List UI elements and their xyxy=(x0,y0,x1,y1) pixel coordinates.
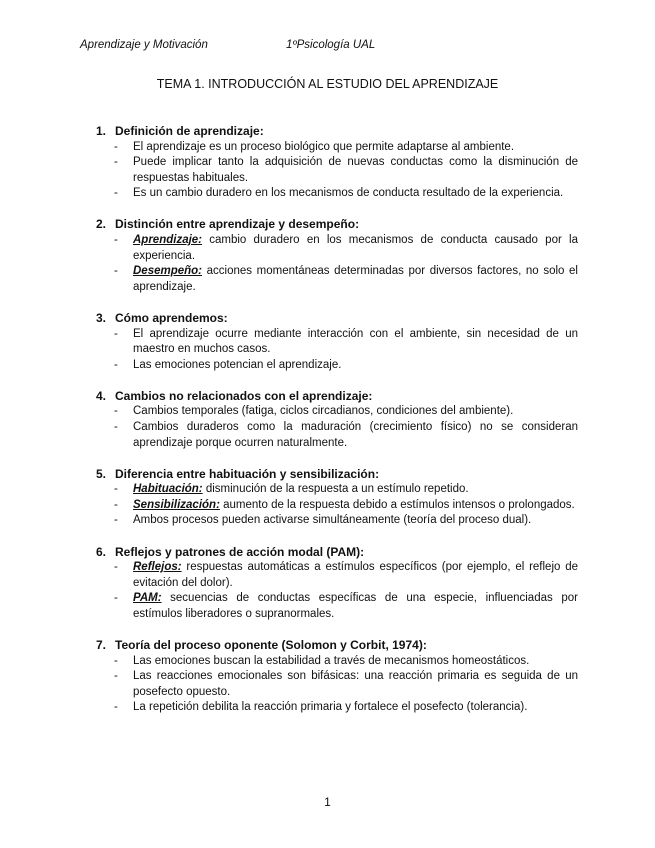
section-number: 1. xyxy=(96,124,107,138)
section-heading-text: Distinción entre aprendizaje y desempeño: xyxy=(115,217,360,232)
bullet-dash: - xyxy=(114,187,118,200)
bullet-dash: - xyxy=(114,561,118,574)
list-item xyxy=(114,513,578,529)
bullet-dash: - xyxy=(114,234,118,247)
section-heading xyxy=(96,638,578,654)
section-7 xyxy=(96,638,578,716)
bullet-dash: - xyxy=(114,405,118,418)
section-heading xyxy=(96,389,578,405)
list-item xyxy=(114,155,578,186)
section-number: 5. xyxy=(96,466,107,481)
defined-term: Reflejos: xyxy=(133,561,182,574)
bullet-list xyxy=(96,233,578,295)
section-number: 7. xyxy=(96,638,107,653)
bullet-dash: - xyxy=(114,701,118,714)
bullet-dash: - xyxy=(114,265,118,278)
section-6 xyxy=(96,545,578,623)
list-item-text: El aprendizaje es un proceso biológico que permite adaptarse al ambiente. xyxy=(133,140,515,153)
section-heading xyxy=(96,545,578,561)
page-title: TEMA 1. INTRODUCCIÓN AL ESTUDIO DEL APRENDIZAJE xyxy=(156,77,499,91)
header-program: 1ºPsicología UAL xyxy=(286,39,376,51)
section-heading xyxy=(96,217,578,233)
bullet-dash: - xyxy=(114,483,118,496)
bullet-dash: - xyxy=(114,140,118,153)
section-2 xyxy=(96,217,578,295)
section-heading-text: Cambios no relacionados con el aprendizaje: xyxy=(115,388,373,403)
bullet-dash: - xyxy=(114,421,118,433)
list-item xyxy=(114,404,578,420)
list-item-text: El aprendizaje ocurre mediante interacción con el ambiente, sin necesidad de un maestro en muchos casos. xyxy=(133,327,578,356)
bullet-list xyxy=(96,482,578,529)
list-item-text: Es un cambio duradero en los mecanismos de conducta resultado de la experiencia. xyxy=(133,187,564,200)
section-heading xyxy=(96,124,578,140)
defined-term: PAM: xyxy=(133,592,162,605)
list-item xyxy=(114,560,578,591)
list-item-text: disminución de la respuesta a un estímulo repetido. xyxy=(202,483,469,496)
list-item-text: aumento de la respuesta debido a estímulos intensos o prolongados. xyxy=(219,498,575,511)
list-item-text: Las reacciones emocionales son bifásicas: una reacción primaria es seguida de un posefecto opuesto. xyxy=(133,670,578,698)
section-heading-text: Teoría del proceso oponente (Solomon y Corbit, 1974): xyxy=(115,638,427,653)
list-item-text: Cambios duraderos como la maduración (crecimiento físico) no se consideran aprendizaje porque ocurren naturalmente. xyxy=(133,421,578,449)
bullet-list xyxy=(96,327,578,374)
list-item-text: Las emociones buscan la estabilidad a través de mecanismos homeostáticos. xyxy=(133,654,530,667)
bullet-dash: - xyxy=(114,498,118,511)
bullet-dash: - xyxy=(114,654,118,667)
list-item xyxy=(114,669,578,700)
section-number: 2. xyxy=(96,217,107,232)
bullet-dash: - xyxy=(114,670,118,683)
list-item xyxy=(114,498,578,514)
outline-content xyxy=(96,124,578,732)
section-number: 3. xyxy=(96,310,107,325)
list-item xyxy=(114,264,578,295)
defined-term: Habituación: xyxy=(133,483,203,496)
defined-term: Desempeño: xyxy=(133,265,203,278)
section-number: 4. xyxy=(96,388,107,403)
bullet-list xyxy=(96,560,578,622)
list-item xyxy=(114,700,578,716)
list-item xyxy=(114,654,578,670)
defined-term: Sensibilización: xyxy=(133,498,220,511)
section-number: 6. xyxy=(96,544,107,559)
section-3 xyxy=(96,311,578,373)
section-4 xyxy=(96,389,578,451)
bullet-list xyxy=(96,654,578,716)
list-item xyxy=(114,186,578,202)
list-item-text: Cambios temporales (fatiga, ciclos circadianos, condiciones del ambiente). xyxy=(133,405,514,418)
list-item-text: Puede implicar tanto la adquisición de nuevas conductas como la disminución de respuestas habituales. xyxy=(133,156,578,184)
list-item-text: secuencias de conductas específicas de una especie, influenciadas por estímulos liberadores o supranormales. xyxy=(133,592,578,620)
section-1 xyxy=(96,124,578,202)
list-item xyxy=(114,233,578,264)
bullet-list xyxy=(96,404,578,451)
list-item xyxy=(114,140,578,156)
bullet-dash: - xyxy=(114,592,118,605)
list-item-text: acciones momentáneas determinadas por diversos factores, no solo el aprendizaje. xyxy=(133,265,578,293)
page-number: 1 xyxy=(324,795,331,809)
list-item-text: Ambos procesos pueden activarse simultáneamente (teoría del proceso dual). xyxy=(133,514,532,527)
section-heading-text: Cómo aprendemos: xyxy=(115,310,228,325)
list-item xyxy=(114,327,578,358)
section-heading xyxy=(96,311,578,327)
section-heading xyxy=(96,467,578,483)
list-item-text: Las emociones potencian el aprendizaje. xyxy=(133,358,342,371)
list-item-text: cambio duradero en los mecanismos de conducta causado por la experiencia. xyxy=(133,234,578,262)
bullet-list xyxy=(96,140,578,202)
list-item xyxy=(114,358,578,374)
bullet-dash: - xyxy=(114,358,118,371)
bullet-dash: - xyxy=(114,156,118,169)
header-course: Aprendizaje y Motivación xyxy=(80,39,208,51)
section-5 xyxy=(96,467,578,529)
list-item-text: respuestas automáticas a estímulos específicos (por ejemplo, el reflejo de evitación del dolor). xyxy=(133,561,578,589)
bullet-dash: - xyxy=(114,327,118,340)
defined-term: Aprendizaje: xyxy=(133,234,203,247)
bullet-dash: - xyxy=(114,514,118,527)
section-heading-text: Definición de aprendizaje: xyxy=(115,124,264,138)
list-item-text: La repetición debilita la reacción primaria y fortalece el posefecto (tolerancia). xyxy=(133,701,528,714)
section-heading-text: Diferencia entre habituación y sensibilización: xyxy=(115,466,380,481)
list-item xyxy=(114,420,578,451)
section-heading-text: Reflejos y patrones de acción modal (PAM): xyxy=(115,544,365,559)
list-item xyxy=(114,482,578,498)
list-item xyxy=(114,591,578,622)
